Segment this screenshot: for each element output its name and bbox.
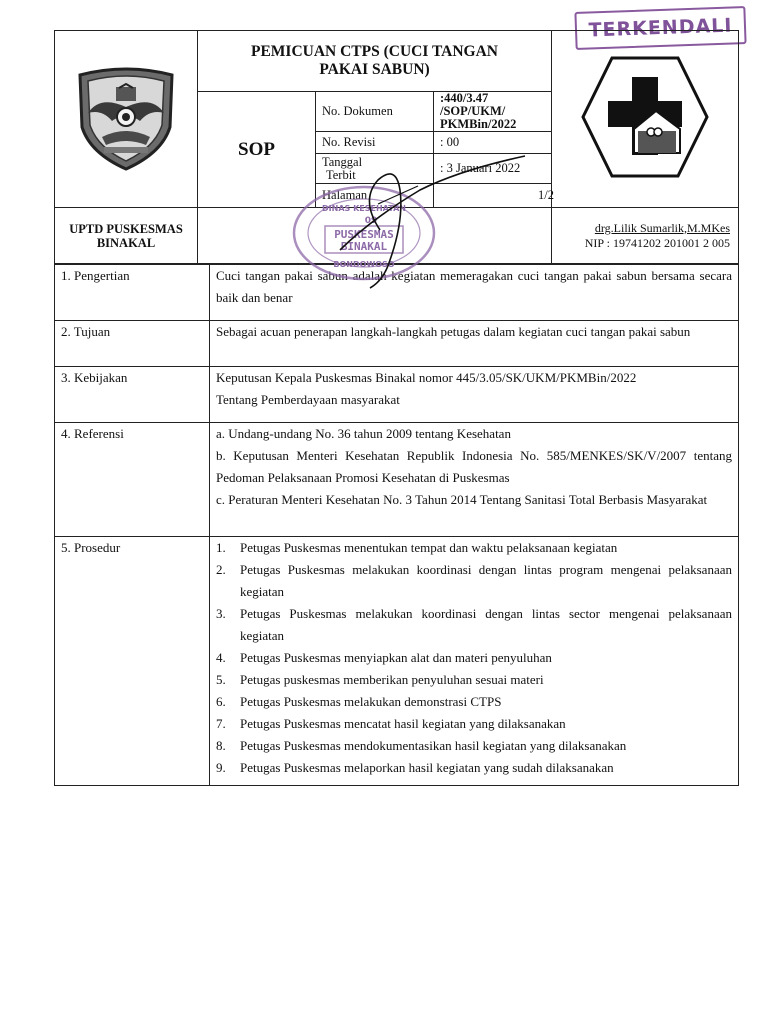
prosedur-step: 3. Petugas Puskesmas melakukan koordinasi dengan lintas sector mengenai pelaksanaan kegiatan (216, 606, 732, 643)
referensi-label: 4. Referensi (55, 423, 210, 537)
svg-text:DINAS KESEHATAN: DINAS KESEHATAN (322, 204, 406, 213)
kebijakan-text: Keputusan Kepala Puskesmas Binakal nomor 445/3.05/SK/UKM/PKMBin/2022 Tentang Pemberdayaan masyarakat (210, 367, 739, 423)
referensi-item: b. Keputusan Menteri Kesehatan Republik Indonesia No. 585/MENKES/SK/V/2007 tentang Pedoman Pelaksanaan Promosi Kesehatan di Puskesmas (216, 448, 732, 485)
no-revisi-value: : 00 (434, 132, 552, 154)
referensi-item: a. Undang-undang No. 36 tahun 2009 tentang Kesehatan (216, 426, 511, 441)
kebijakan-label: 3. Kebijakan (55, 367, 210, 423)
no-dokumen-value: :440/3.47 /SOP/UKM/ PKMBin/2022 (434, 92, 552, 132)
signer-nip: NIP : 19741202 201001 2 005 (584, 235, 730, 250)
no-dokumen-label: No. Dokumen (316, 92, 434, 132)
stamp-signature-area (198, 208, 552, 264)
tanggal-terbit-label: Tanggal Terbit (316, 154, 434, 184)
regency-emblem-cell (55, 31, 198, 208)
referensi-item: c. Peraturan Menteri Kesehatan No. 3 Tahun 2014 Tentang Sanitasi Total Berbasis Masyarakat (216, 492, 708, 507)
tujuan-text: Sebagai acuan penerapan langkah-langkah petugas dalam kegiatan cuci tangan pakai sabun (210, 321, 739, 367)
organization-name: UPTD PUSKESMAS BINAKAL (55, 208, 198, 264)
prosedur-label: 5. Prosedur (55, 537, 210, 786)
tujuan-label: 2. Tujuan (55, 321, 210, 367)
prosedur-steps (216, 537, 732, 779)
prosedur-step: 6. Petugas Puskesmas melakukan demonstrasi CTPS (216, 694, 502, 709)
prosedur-step: 1. Petugas Puskesmas menentukan tempat dan waktu pelaksanaan kegiatan (216, 540, 618, 555)
no-revisi-label: No. Revisi (316, 132, 434, 154)
pengertian-text: Cuci tangan pakai sabun adalah kegiatan memeragakan cuci tangan pakai sabun bersama secara baik dan benar (210, 265, 739, 321)
prosedur-step: 7. Petugas Puskesmas mencatat hasil kegiatan yang dilaksanakan (216, 716, 566, 731)
signer-block (552, 208, 739, 264)
referensi-list (210, 423, 739, 537)
puskesmas-hexagon-cross-icon (580, 55, 710, 179)
tanggal-terbit-value: : 3 Januari 2022 (434, 154, 552, 184)
terkendali-stamp: TERKENDALI (574, 6, 746, 50)
puskesmas-logo-cell (552, 31, 739, 208)
sop-label: SOP (198, 92, 316, 208)
regency-emblem-icon (70, 61, 182, 173)
pengertian-label: 1. Pengertian (55, 265, 210, 321)
svg-text:09: 09 (364, 216, 378, 226)
halaman-value: 1/2 (434, 184, 552, 208)
halaman-label: Halaman (316, 184, 434, 208)
sop-header-table (54, 30, 739, 264)
document-title: PEMICUAN CTPS (CUCI TANGAN PAKAI SABUN) (198, 31, 552, 92)
prosedur-step: 4. Petugas Puskesmas menyiapkan alat dan materi penyuluhan (216, 650, 552, 665)
svg-text:PUSKESMAS: PUSKESMAS (334, 228, 394, 241)
prosedur-cell (210, 537, 739, 786)
sop-document (54, 30, 739, 786)
svg-text:BONDOWOSO: BONDOWOSO (333, 260, 395, 269)
prosedur-step: 8. Petugas Puskesmas mendokumentasikan hasil kegiatan yang dilaksanakan (216, 738, 627, 753)
sop-content-table (54, 264, 739, 786)
prosedur-step: 2. Petugas Puskesmas melakukan koordinasi dengan lintas program mengenai pelaksanaan kegiatan (216, 562, 732, 599)
prosedur-step: 5. Petugas puskesmas memberikan penyuluhan sesuai materi (216, 672, 544, 687)
svg-text:BINAKAL: BINAKAL (340, 240, 388, 253)
prosedur-step: 9. Petugas Puskesmas melaporkan hasil kegiatan yang sudah dilaksanakan (216, 760, 614, 775)
signer-name: drg.Lilik Sumarlik,M.MKes (594, 220, 730, 235)
